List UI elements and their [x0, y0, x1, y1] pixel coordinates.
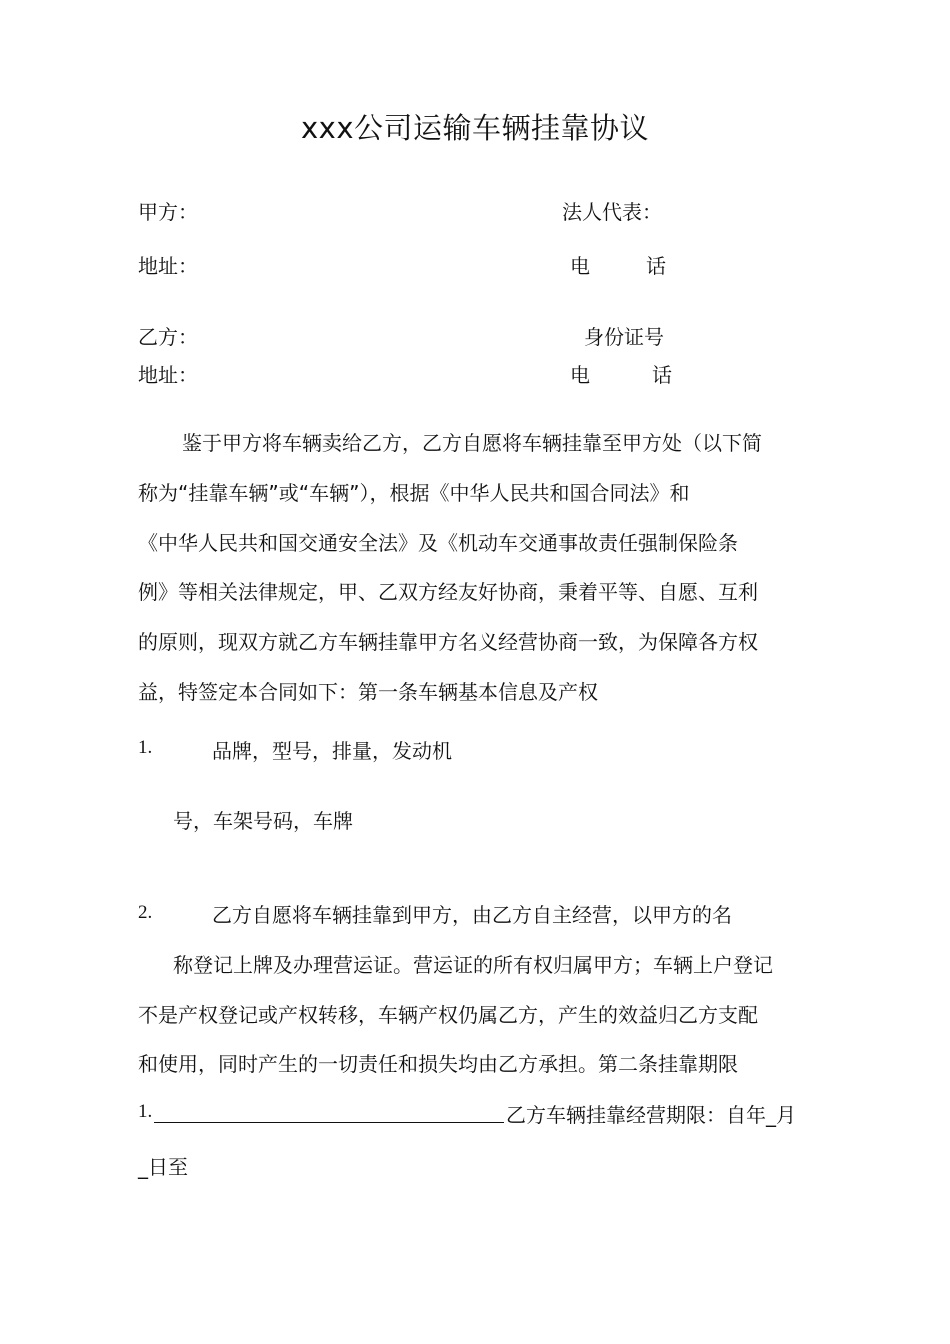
item2-line4: 和使用，同时产生的一切责任和损失均由乙方承担。第二条挂靠期限	[138, 1052, 738, 1076]
legal-rep-label: 法人代表：	[562, 200, 662, 224]
phone-b-label-part2: 话	[652, 363, 672, 387]
intro-line: 鉴于甲方将车辆卖给乙方，乙方自愿将车辆挂靠至甲方处（以下简	[182, 431, 762, 455]
term-item1-blank-line	[154, 1100, 504, 1123]
phone-a-label-part1: 电	[570, 254, 590, 278]
item1-line2: 号，车架号码，车牌	[173, 809, 353, 833]
address-b-label: 地址：	[138, 363, 198, 387]
intro-line: 《中华人民共和国交通安全法》及《机动车交通事故责任强制保险条	[138, 531, 738, 555]
intro-line: 例》等相关法律规定，甲、乙双方经友好协商，秉着平等、自愿、互利	[138, 580, 758, 604]
item2-number: 2.	[138, 902, 153, 923]
address-a-label: 地址：	[138, 254, 198, 278]
item1-number: 1.	[138, 737, 153, 758]
party-b-label: 乙方：	[138, 325, 198, 349]
phone-b-label-part1: 电	[570, 363, 590, 387]
item1-line1: 品牌，型号，排量，发动机	[212, 739, 452, 763]
phone-a-label-part2: 话	[646, 254, 666, 278]
item2-line3: 不是产权登记或产权转移，车辆产权仍属乙方，产生的效益归乙方支配	[138, 1003, 758, 1027]
intro-line: 称为“挂靠车辆”或“车辆”），根据《中华人民共和国合同法》和	[138, 481, 690, 505]
party-a-label: 甲方：	[138, 200, 198, 224]
document-title: xxx公司运输车辆挂靠协议	[301, 111, 649, 145]
term-item1-text: 乙方车辆挂靠经营期限：自年_月	[506, 1103, 796, 1127]
term-item1-number: 1.	[138, 1101, 153, 1122]
term-item1-line2: _日至	[138, 1155, 188, 1179]
item2-line2: 称登记上牌及办理营运证。营运证的所有权归属甲方；车辆上户登记	[173, 953, 773, 977]
intro-line: 益，特签定本合同如下：第一条车辆基本信息及产权	[138, 680, 598, 704]
intro-line: 的原则，现双方就乙方车辆挂靠甲方名义经营协商一致，为保障各方权	[138, 630, 758, 654]
id-number-label: 身份证号	[584, 325, 664, 349]
item2-line1: 乙方自愿将车辆挂靠到甲方，由乙方自主经营，以甲方的名	[212, 903, 732, 927]
